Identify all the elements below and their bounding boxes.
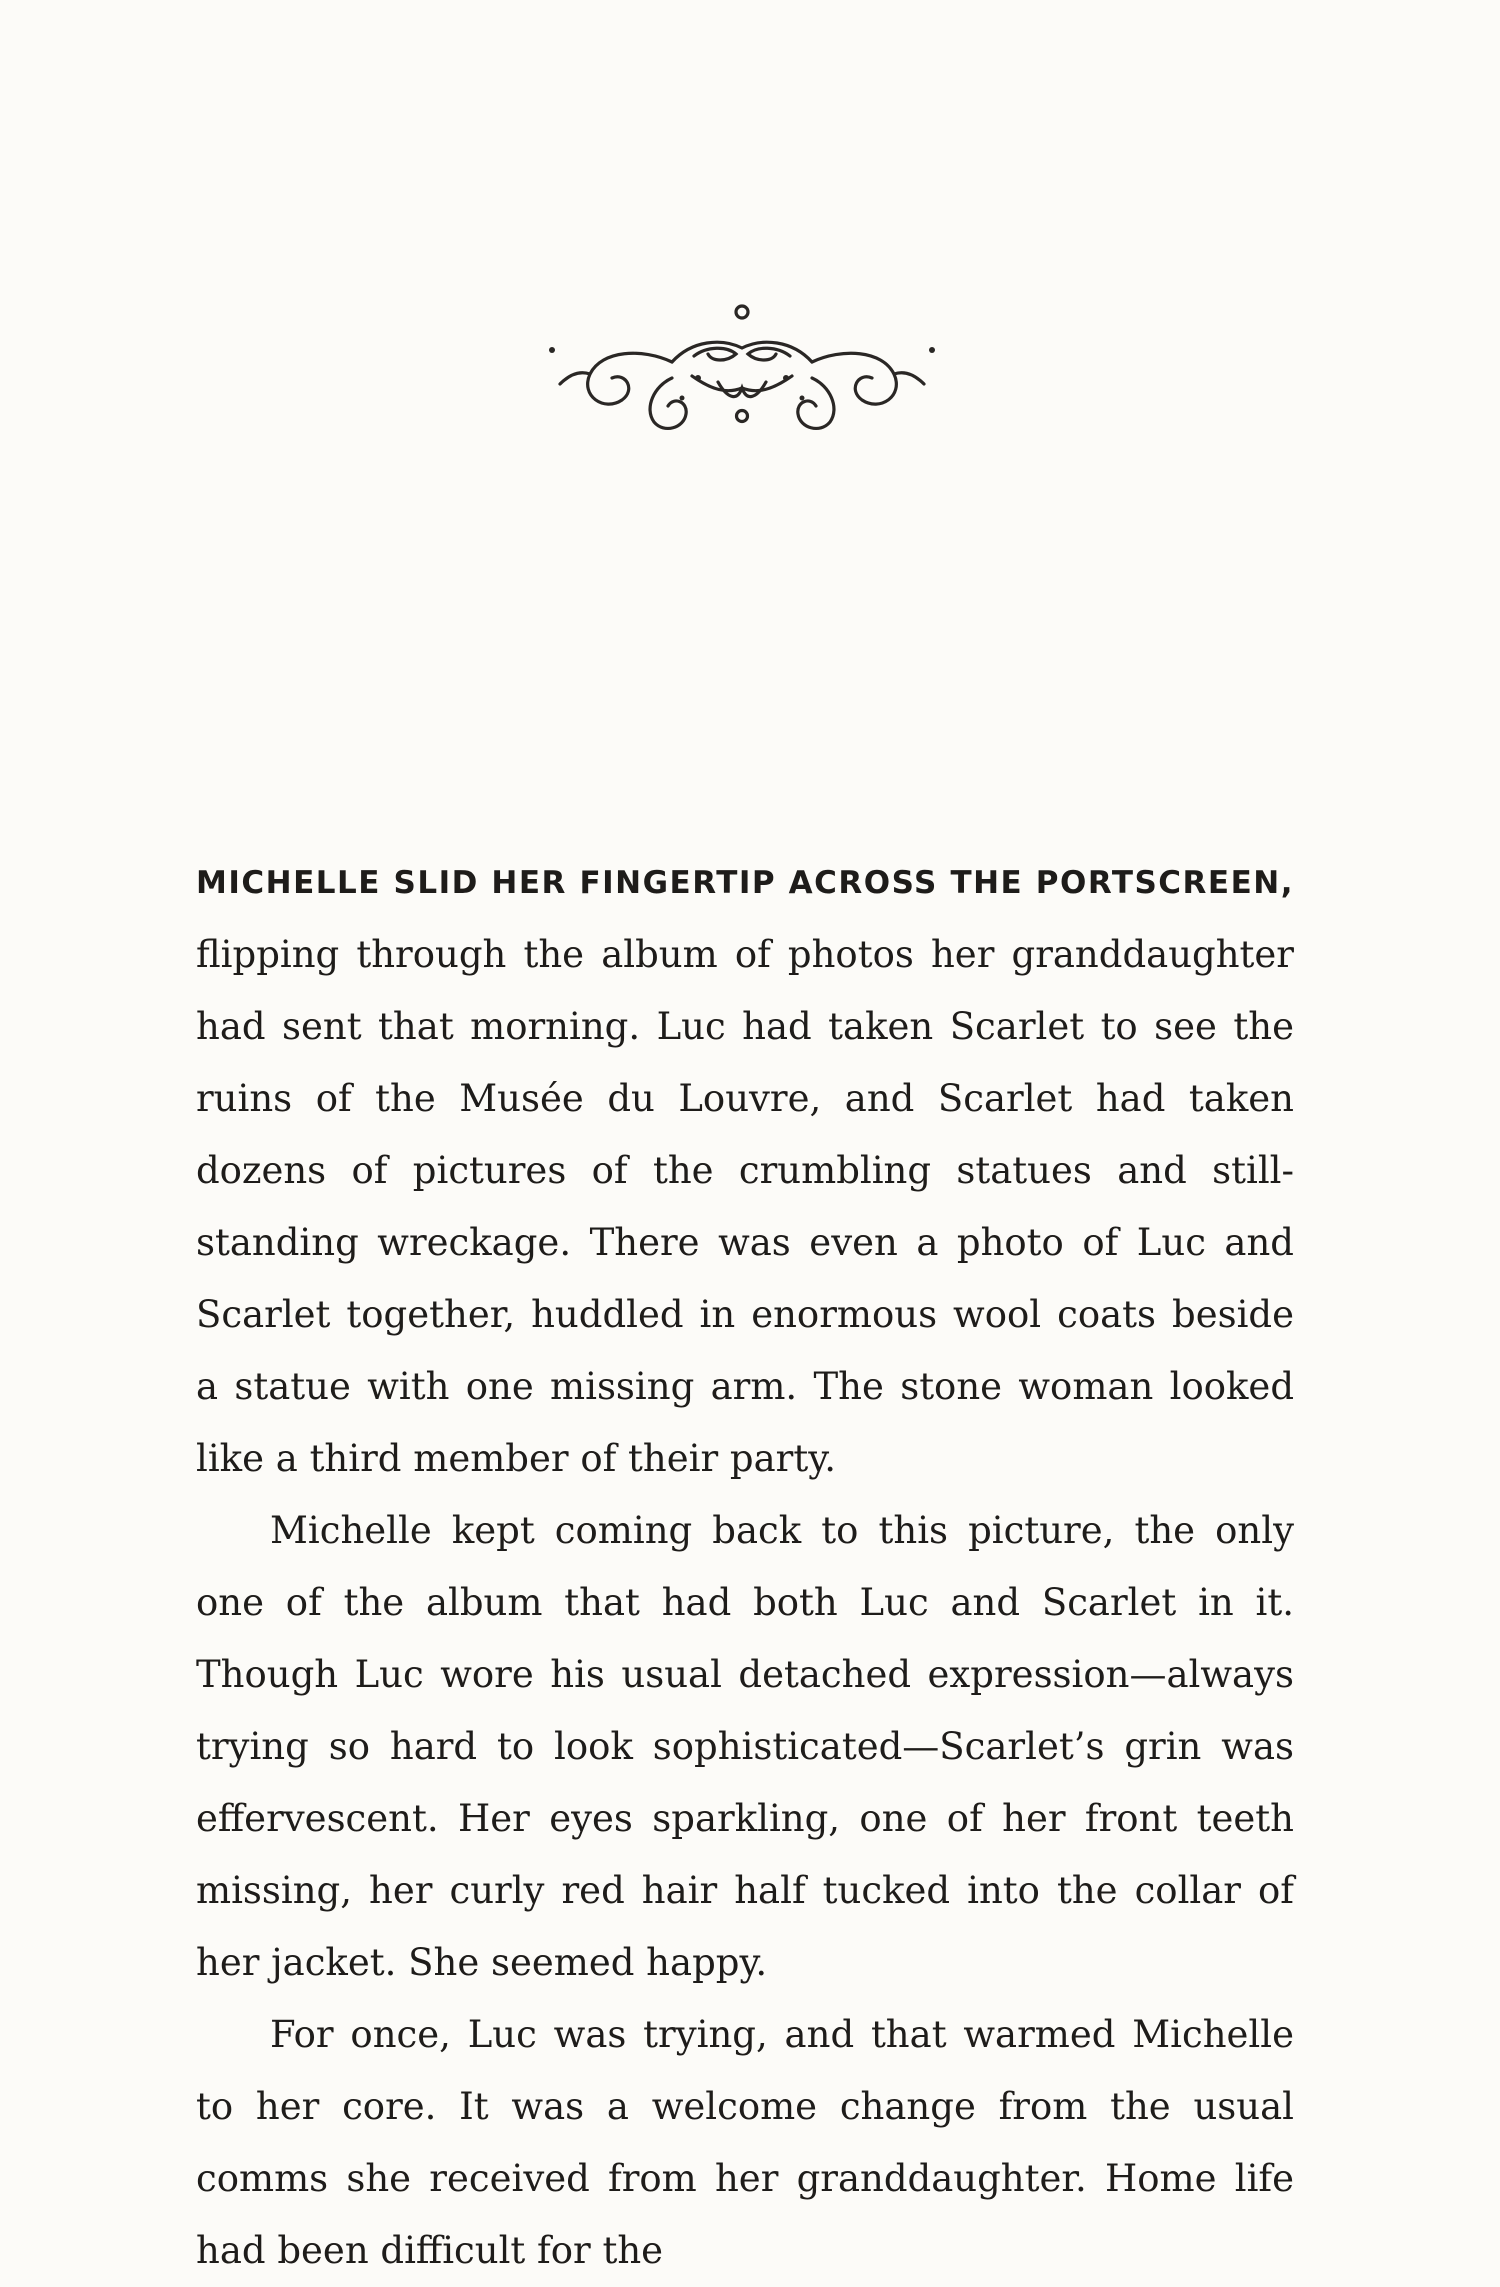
paragraph-2: Michelle kept coming back to this picture, the only one of the album that had both Luc and Scarlet in it. Though Luc wore his usual detached expression—always trying so hard to look sophisticated—Scarlet’s grin was effervescent. Her eyes sparkling, one of her front teeth missing, her curly red hair half tucked into the collar of her jacket. She seemed happy. [196, 1509, 1294, 1984]
chapter-lead-in: MICHELLE SLID HER FINGERTIP ACROSS THE PORTSCREEN, [196, 865, 1294, 901]
paragraph-1 [196, 845, 1294, 1495]
paragraph-1-text: flipping through the album of photos her granddaughter had sent that morning. Luc had taken Scarlet to see the ruins of the Musée du Louvre, and Scarlet had taken dozens of pictures of the crumbling statues and still-standing wreckage. There was even a photo of Luc and Scarlet together, huddled in enormous wool coats beside a statue with one missing arm. The stone woman looked like a third member of their party. [196, 933, 1294, 1480]
flourish-ornament-icon [522, 290, 962, 440]
paragraph-3: For once, Luc was trying, and that warmed Michelle to her core. It was a welcome change from the usual comms she received from her granddaughter. Home life had been difficult for the [196, 2013, 1294, 2272]
chapter-body [196, 845, 1294, 2287]
